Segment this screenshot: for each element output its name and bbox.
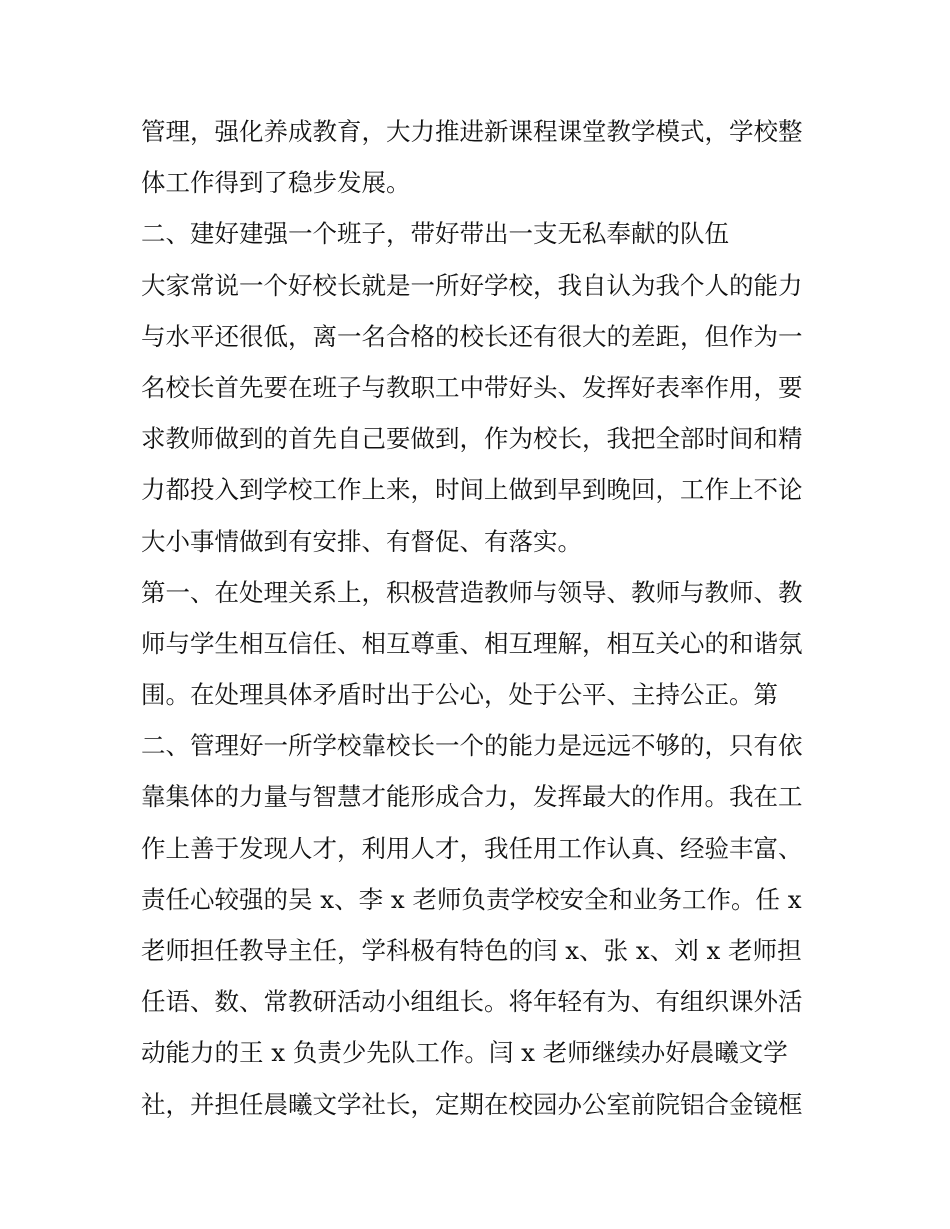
- text-line-10: 第一、在处理关系上，积极营造教师与领导、教师与教师、教: [141, 577, 803, 607]
- text-line-12: 围。在处理具体矛盾时出于公心，处于公平、主持公正。第: [141, 680, 778, 710]
- text-line-20: 社，并担任晨曦文学社长，定期在校园办公室前院铝合金镜框: [141, 1089, 803, 1119]
- text-line-6: 名校长首先要在班子与教职工中带好头、发挥好表率作用，要: [141, 372, 803, 402]
- text-line-18: 任语、数、常教研活动小组组长。将年轻有为、有组织课外活: [141, 987, 803, 1017]
- text-line-2: 体工作得到了稳步发展。: [141, 168, 411, 198]
- text-line-15: 作上善于发现人才，利用人才，我任用工作认真、经验丰富、: [141, 833, 803, 863]
- section-heading: 二、建好建强一个班子，带好带出一支无私奉献的队伍: [141, 219, 729, 249]
- text-line-16: 责任心较强的吴 x、李 x 老师负责学校安全和业务工作。任 x: [141, 884, 802, 914]
- text-line-8: 力都投入到学校工作上来，时间上做到早到晚回，工作上不论: [141, 475, 803, 505]
- text-line-11: 师与学生相互信任、相互尊重、相互理解，相互关心的和谐氛: [141, 628, 803, 658]
- text-line-4: 大家常说一个好校长就是一所好学校，我自认为我个人的能力: [141, 270, 803, 300]
- text-line-17: 老师担任教导主任，学科极有特色的闫 x、张 x、刘 x 老师担: [141, 936, 802, 965]
- text-line-19: 动能力的王 x 负责少先队工作。闫 x 老师继续办好晨曦文学: [141, 1038, 788, 1068]
- text-line-1: 管理，强化养成教育，大力推进新课程课堂教学模式，学校整: [141, 117, 803, 146]
- text-line-13: 二、管理好一所学校靠校长一个的能力是远远不够的，只有依: [141, 731, 803, 761]
- text-line-14: 靠集体的力量与智慧才能形成合力，发挥最大的作用。我在工: [141, 782, 803, 812]
- text-line-5: 与水平还很低，离一名合格的校长还有很大的差距，但作为一: [141, 321, 803, 351]
- text-line-9: 大小事情做到有安排、有督促、有落实。: [141, 526, 582, 556]
- text-line-7: 求教师做到的首先自己要做到，作为校长，我把全部时间和精: [141, 424, 803, 454]
- body-text: [141, 106, 813, 1130]
